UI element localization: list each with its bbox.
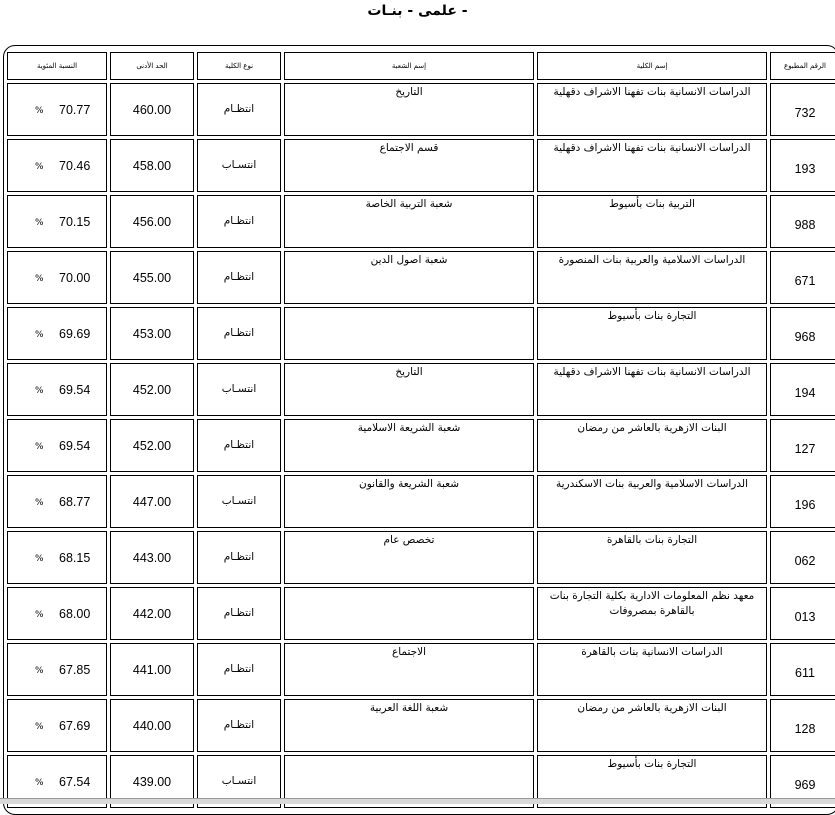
enrollment-type: انتظـام: [223, 663, 255, 675]
min-score: 447.00: [132, 495, 172, 509]
enrollment-type: انتظـام: [223, 271, 255, 283]
cell-branch: [284, 195, 534, 248]
college-name: الدراسات الانسانية بنات تفهنا الاشراف دقهلية: [553, 86, 751, 98]
percent-sign: %: [35, 666, 44, 676]
cell-code: [770, 83, 835, 136]
percent-value: 70.46: [59, 159, 91, 173]
table-row: [4, 307, 835, 360]
percent-value: 67.69: [59, 719, 91, 733]
percent-sign: %: [35, 106, 44, 116]
cell-branch: [284, 419, 534, 472]
results-table: [3, 45, 835, 815]
min-score: 455.00: [132, 271, 172, 285]
cell-type: [197, 531, 281, 584]
header-college: [537, 46, 767, 80]
percent-sign: %: [35, 778, 44, 788]
cell-college: [537, 363, 767, 416]
cell-min: [110, 475, 194, 528]
table-row: [4, 587, 835, 640]
cell-college: [537, 307, 767, 360]
enrollment-type: انتظـام: [223, 103, 255, 115]
cell-min: [110, 251, 194, 304]
header-code: [770, 46, 835, 80]
percent-sign: %: [35, 162, 44, 172]
page-bottom-rule: [0, 798, 835, 804]
header-percent-label: النسبة المئوية: [36, 62, 78, 70]
cell-min: [110, 643, 194, 696]
enrollment-type: انتظـام: [223, 551, 255, 563]
min-score: 460.00: [132, 103, 172, 117]
header-code-label: الرقم المطبوع: [784, 62, 826, 70]
college-name: الدراسات الاسلامية والعربية بنات الاسكندرية: [556, 478, 748, 490]
header-college-label: إسم الكلية: [636, 62, 668, 70]
college-name: البنات الازهرية بالعاشر من رمضان: [577, 422, 727, 434]
cell-code: [770, 587, 835, 640]
printed-code: 194: [794, 386, 816, 400]
percent-sign: %: [35, 442, 44, 452]
college-name: التجارة بنات بالقاهرة: [606, 534, 698, 546]
cell-code: [770, 531, 835, 584]
cell-min: [110, 307, 194, 360]
percent-value: 69.69: [59, 327, 91, 341]
cell-branch: [284, 531, 534, 584]
enrollment-type: انتظـام: [223, 215, 255, 227]
college-name: معهد نظم المعلومات الادارية بكلية التجارة بنات بالقاهرة بمصروفات: [549, 590, 755, 617]
cell-percent: [7, 139, 107, 192]
percent-value: 68.15: [59, 551, 91, 565]
enrollment-type: انتظـام: [223, 719, 255, 731]
min-score: 440.00: [132, 719, 172, 733]
college-name: التجارة بنات بأسيوط: [607, 310, 697, 322]
cell-college: [537, 699, 767, 752]
header-type-label: نوع الكلية: [224, 62, 254, 70]
cell-percent: [7, 195, 107, 248]
percent-sign: %: [35, 330, 44, 340]
cell-min: [110, 83, 194, 136]
cell-code: [770, 475, 835, 528]
cell-type: [197, 139, 281, 192]
cell-type: [197, 251, 281, 304]
branch-name: شعبة التربية الخاصة: [365, 198, 453, 210]
college-name: الدراسات الاسلامية والعربية بنات المنصورة: [558, 254, 746, 266]
branch-name: التاريخ: [395, 86, 423, 98]
table-header-row: [4, 46, 835, 80]
header-branch: [284, 46, 534, 80]
table-row: [4, 531, 835, 584]
percent-sign: %: [35, 722, 44, 732]
enrollment-type: انتظـام: [223, 607, 255, 619]
cell-percent: [7, 475, 107, 528]
table-row: [4, 419, 835, 472]
branch-name: الاجتماع: [391, 646, 427, 658]
printed-code: 013: [794, 610, 816, 624]
cell-type: [197, 699, 281, 752]
printed-code: 671: [794, 274, 816, 288]
cell-branch: [284, 475, 534, 528]
branch-name: قسم الاجتماع: [379, 142, 439, 154]
college-name: الدراسات الانسانية بنات تفهنا الاشراف دقهلية: [553, 142, 751, 154]
cell-type: [197, 195, 281, 248]
cell-min: [110, 195, 194, 248]
branch-name: شعبة اصول الدين: [370, 254, 448, 266]
cell-type: [197, 587, 281, 640]
percent-value: 68.00: [59, 607, 91, 621]
percent-sign: %: [35, 610, 44, 620]
branch-name: شعبة اللغة العربية: [369, 702, 449, 714]
percent-value: 68.77: [59, 495, 91, 509]
cell-code: [770, 251, 835, 304]
college-name: الدراسات الانسانية بنات تفهنا الاشراف دقهلية: [553, 366, 751, 378]
enrollment-type: انتظـام: [223, 327, 255, 339]
cell-college: [537, 251, 767, 304]
min-score: 452.00: [132, 383, 172, 397]
cell-college: [537, 643, 767, 696]
min-score: 443.00: [132, 551, 172, 565]
percent-sign: %: [35, 274, 44, 284]
min-score: 442.00: [132, 607, 172, 621]
percent-value: 70.00: [59, 271, 91, 285]
percent-sign: %: [35, 498, 44, 508]
cell-code: [770, 699, 835, 752]
cell-type: [197, 363, 281, 416]
table-row: [4, 83, 835, 136]
table-row: [4, 699, 835, 752]
cell-min: [110, 531, 194, 584]
cell-college: [537, 139, 767, 192]
cell-code: [770, 195, 835, 248]
cell-percent: [7, 587, 107, 640]
min-score: 458.00: [132, 159, 172, 173]
min-score: 453.00: [132, 327, 172, 341]
cell-code: [770, 643, 835, 696]
cell-branch: [284, 251, 534, 304]
college-name: التجارة بنات بأسيوط: [607, 758, 697, 770]
printed-code: 193: [794, 162, 816, 176]
cell-percent: [7, 363, 107, 416]
college-name: التربية بنات بأسيوط: [609, 198, 695, 210]
cell-type: [197, 475, 281, 528]
branch-name: شعبة الشريعة والقانون: [359, 478, 459, 490]
enrollment-type: انتسـاب: [221, 775, 257, 787]
printed-code: 968: [794, 330, 816, 344]
enrollment-type: انتسـاب: [221, 383, 257, 395]
cell-branch: [284, 307, 534, 360]
cell-percent: [7, 251, 107, 304]
cell-college: [537, 83, 767, 136]
printed-code: 732: [794, 106, 816, 120]
enrollment-type: انتسـاب: [221, 495, 257, 507]
printed-code: 988: [794, 218, 816, 232]
table-row: [4, 251, 835, 304]
enrollment-type: انتسـاب: [221, 159, 257, 171]
cell-college: [537, 475, 767, 528]
cell-type: [197, 307, 281, 360]
cell-college: [537, 195, 767, 248]
printed-code: 611: [795, 666, 815, 680]
cell-college: [537, 587, 767, 640]
cell-min: [110, 363, 194, 416]
printed-code: 196: [794, 498, 816, 512]
printed-code: 128: [794, 722, 816, 736]
cell-code: [770, 363, 835, 416]
percent-sign: %: [35, 554, 44, 564]
printed-code: 969: [794, 778, 816, 792]
page-title: - علمى - بنـات: [367, 3, 468, 19]
cell-percent: [7, 83, 107, 136]
cell-college: [537, 531, 767, 584]
cell-code: [770, 139, 835, 192]
min-score: 452.00: [132, 439, 172, 453]
branch-name: التاريخ: [395, 366, 423, 378]
cell-branch: [284, 139, 534, 192]
header-branch-label: إسم الشعبة: [391, 62, 427, 70]
percent-sign: %: [35, 386, 44, 396]
cell-type: [197, 643, 281, 696]
cell-type: [197, 83, 281, 136]
cell-min: [110, 699, 194, 752]
cell-branch: [284, 83, 534, 136]
min-score: 441.00: [132, 663, 172, 677]
table-row: [4, 139, 835, 192]
cell-percent: [7, 531, 107, 584]
cell-type: [197, 419, 281, 472]
cell-code: [770, 419, 835, 472]
cell-percent: [7, 699, 107, 752]
percent-value: 69.54: [59, 439, 91, 453]
percent-value: 70.77: [59, 103, 91, 117]
min-score: 456.00: [132, 215, 172, 229]
college-name: البنات الازهرية بالعاشر من رمضان: [577, 702, 727, 714]
percent-sign: %: [35, 218, 44, 228]
cell-min: [110, 419, 194, 472]
percent-value: 69.54: [59, 383, 91, 397]
table-row: [4, 363, 835, 416]
table-row: [4, 475, 835, 528]
branch-name: شعبة الشريعة الاسلامية: [357, 422, 461, 434]
cell-percent: [7, 307, 107, 360]
cell-min: [110, 587, 194, 640]
percent-value: 67.85: [59, 663, 91, 677]
cell-percent: [7, 419, 107, 472]
cell-college: [537, 419, 767, 472]
header-min: [110, 46, 194, 80]
table-row: [4, 195, 835, 248]
cell-branch: [284, 643, 534, 696]
table-row: [4, 643, 835, 696]
cell-percent: [7, 643, 107, 696]
percent-value: 67.54: [59, 775, 91, 789]
cell-min: [110, 139, 194, 192]
cell-code: [770, 307, 835, 360]
branch-name: تخصص عام: [383, 534, 435, 546]
percent-value: 70.15: [59, 215, 91, 229]
header-percent: [7, 46, 107, 80]
printed-code: 127: [794, 442, 816, 456]
college-name: الدراسات الانسانية بنات بالقاهرة: [581, 646, 723, 658]
min-score: 439.00: [132, 775, 172, 789]
printed-code: 062: [794, 554, 816, 568]
cell-branch: [284, 363, 534, 416]
cell-branch: [284, 587, 534, 640]
enrollment-type: انتظـام: [223, 439, 255, 451]
header-min-label: الحد الأدنى: [136, 62, 168, 70]
cell-branch: [284, 699, 534, 752]
header-type: [197, 46, 281, 80]
